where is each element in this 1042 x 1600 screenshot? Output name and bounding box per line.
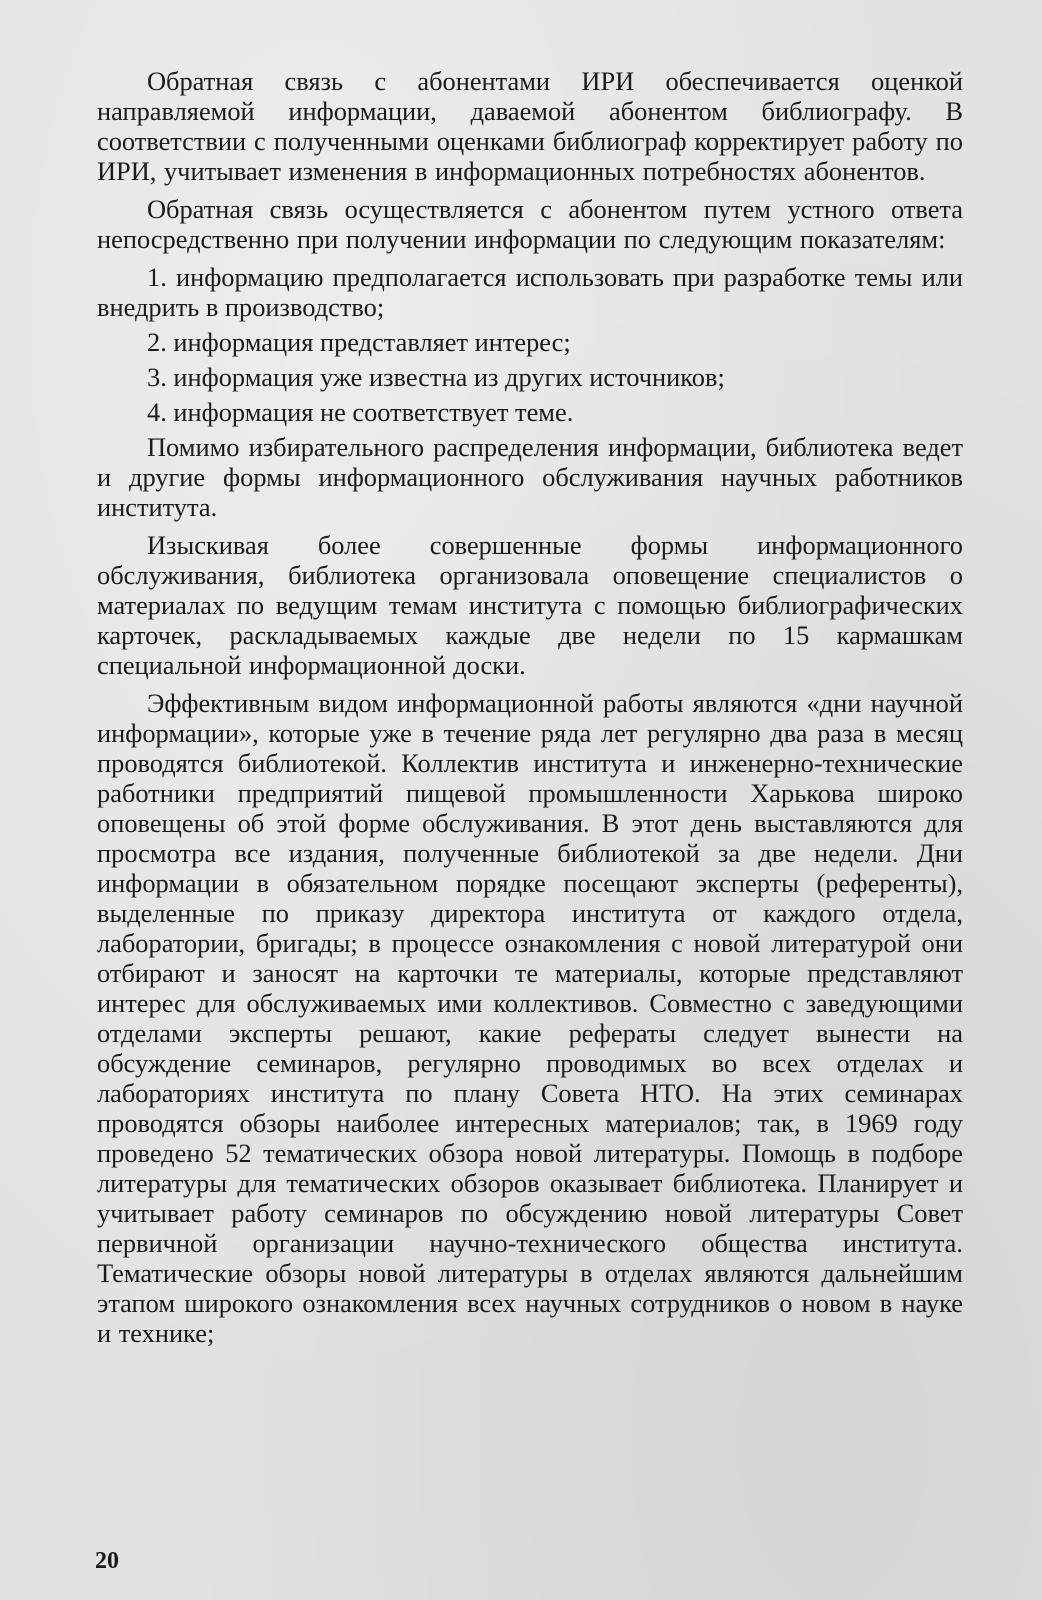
list-item-1: 1. информацию предполагается использовать при разработке темы или внедрить в производство; (97, 262, 963, 322)
page-body (97, 66, 963, 1356)
list-item-4: 4. информация не соответствует теме. (147, 397, 574, 427)
list-item-2: 2. информация представляет интерес; (147, 327, 571, 357)
paragraph-other-forms: Помимо избирательного распределения информации, библиотека ведет и другие формы информационного обслуживания научных работников института. (97, 432, 963, 522)
list-item-3: 3. информация уже известна из других источников; (147, 362, 725, 392)
paragraph-feedback-method: Обратная связь осуществляется с абонентом путем устного ответа непосредственно при получении информации по следующим показателям: (97, 194, 963, 254)
paragraph-feedback-intro: Обратная связь с абонентами ИРИ обеспечивается оценкой направляемой информации, даваемой абонентом библиографу. В соответствии с полученными оценками библиограф корректирует работу по ИРИ, учитывает изменения в информационных потребностях абонентов. (97, 66, 963, 186)
paragraph-information-days: Эффективным видом информационной работы являются «дни научной информации», которые уже в течение ряда лет регулярно два раза в месяц проводятся библиотекой. Коллектив института и инженерно-технические работники предприятий пищевой промышленности Харькова широко оповещены об этой форме обслуживания. В этот день выставляются для просмотра все издания, полученные библиотекой за две недели. Дни информации в обязательном порядке посещают эксперты (референты), выделенные по приказу директора института от каждого отдела, лаборатории, бригады; в процессе ознакомления с новой литературой они отбирают и заносят на карточки те материалы, которые представляют интерес для обслуживаемых ими коллективов. Совместно с заведующими отделами эксперты решают, какие рефераты следует вынести на обсуждение семинаров, регулярно проводимых во всех отделах и лабораториях института по плану Совета НТО. На этих семинарах проводятся обзоры наиболее интересных материалов; так, в 1969 году проведено 52 тематических обзора новой литературы. Помощь в подборе литературы для тематических обзоров оказывает библиотека. Планирует и учитывает работу семинаров по обсуждению новой литературы Совет первичной организации научно-технического общества института. Тематические обзоры новой литературы в отделах являются дальнейшим этапом широкого ознакомления всех научных сотрудников о новом в науке и технике; (97, 688, 963, 1348)
paragraph-bibliographic-cards: Изыскивая более совершенные формы информационного обслуживания, библиотека организовала оповещение специалистов о материалах по ведущим темам института с помощью библиографических карточек, раскладываемых каждые две недели по 15 кармашкам специальной информационной доски. (97, 530, 963, 680)
page-number: 20 (95, 1548, 119, 1574)
